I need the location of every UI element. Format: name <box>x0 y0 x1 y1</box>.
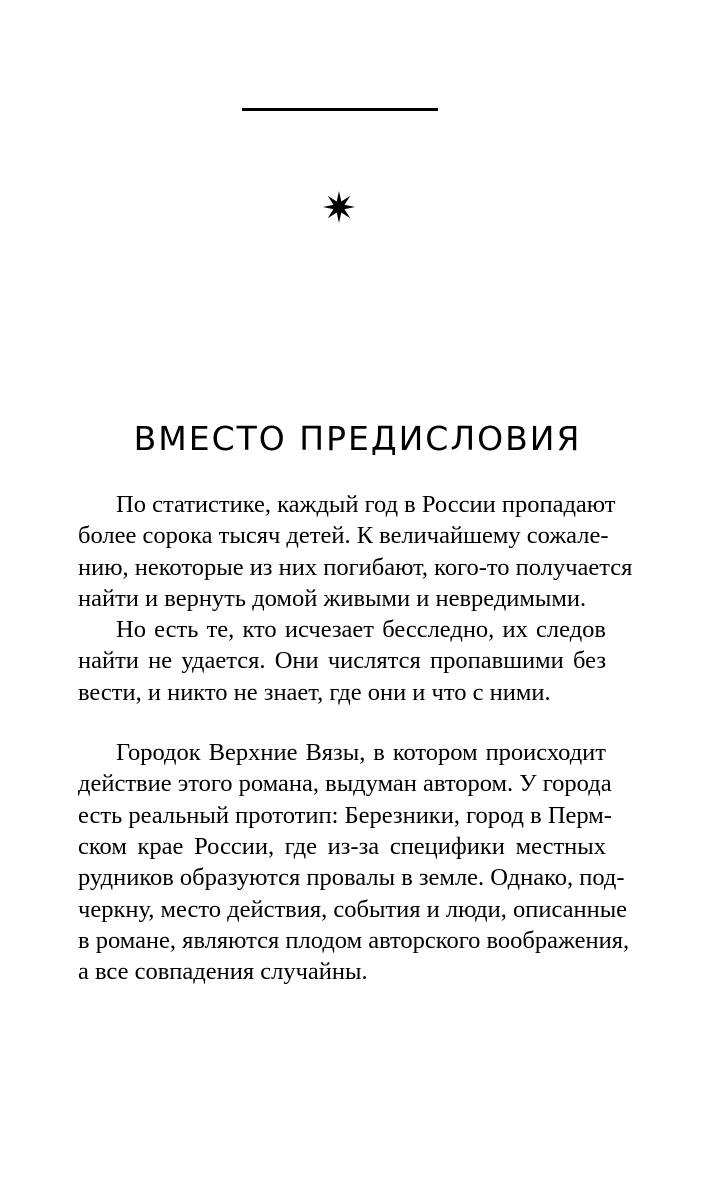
chapter-heading: ВМЕСТО ПРЕДИСЛОВИЯ <box>133 419 582 458</box>
text-line: По статистике, каждый год в России пропадают <box>116 491 616 518</box>
star-burst-icon <box>322 190 356 224</box>
text-line: нию, некоторые из них погибают, кого-то получается <box>78 553 633 581</box>
text-line: ском крае России, где из-за специфики местных <box>78 832 606 860</box>
text-line: есть реальный прототип: Березники, город в Перм- <box>78 801 612 829</box>
text-line: действие этого романа, выдуман автором. У города <box>78 770 612 798</box>
paragraph-1 <box>78 489 633 987</box>
text-line: вести, и никто не знает, где они и что с ними. <box>78 678 551 706</box>
top-rule-divider <box>242 108 438 111</box>
text-line: Городок Верхние Вязы, в котором происходит <box>116 739 606 767</box>
text-line: а все совпадения случайны. <box>78 958 368 986</box>
text-line: Но есть те, кто исчезает бесследно, их следов <box>116 616 606 644</box>
text-line: черкну, место действия, события и люди, описанные <box>78 895 628 923</box>
paragraph-gap <box>78 708 606 737</box>
text-line: рудников образуются провалы в земле. Однако, под- <box>78 864 625 892</box>
text-line: найти не удается. Они числятся пропавшими без <box>78 647 606 675</box>
text-line: в романе, являются плодом авторского воображения, <box>78 926 630 954</box>
text-line: более сорока тысяч детей. К величайшему сожале- <box>78 522 609 550</box>
text-line: найти и вернуть домой живыми и невредимыми. <box>78 584 587 612</box>
